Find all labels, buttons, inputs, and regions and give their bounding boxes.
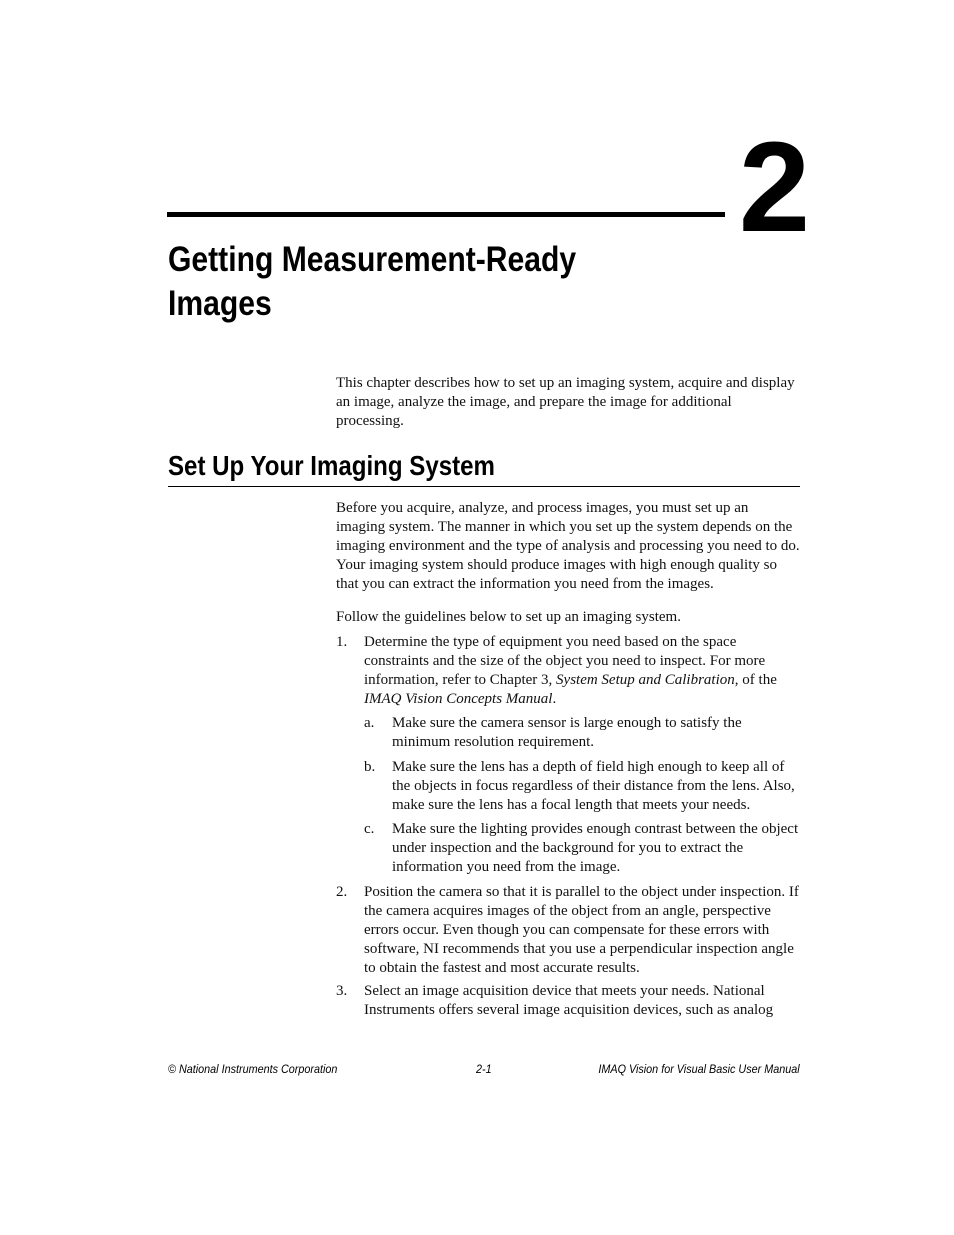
list-item-substep-a (364, 714, 800, 752)
list-item-text (364, 633, 800, 709)
step-1-reference-chapter: System Setup and Calibration (556, 672, 735, 688)
section-title: Set Up Your Imaging System (168, 450, 495, 481)
list-item-step-2 (336, 883, 800, 978)
list-marker: c. (364, 821, 375, 837)
list-item-step-3 (336, 982, 800, 1020)
list-marker: b. (364, 759, 376, 775)
section-paragraph-1: Before you acquire, analyze, and process images, you must set up an imaging system. The manner in which you set up the system depends on the imaging environment and the type of analysis and processing you need to do. Your imaging system should produce images with high enough quality so that you can extract the information you need from the images. (336, 500, 800, 592)
step-1-reference-manual: IMAQ Vision Concepts Manual (364, 691, 553, 707)
chapter-title-line2: Images (168, 284, 272, 323)
list-item-text: Make sure the camera sensor is large enough to satisfy the minimum resolution requirement. (392, 715, 742, 750)
substep-c-list (364, 820, 800, 877)
chapter-rule (167, 212, 725, 217)
list-marker: a. (364, 715, 375, 731)
list-marker: 1. (336, 634, 348, 650)
footer-page-number: 2-1 (476, 1062, 492, 1076)
substep-b-list (364, 758, 800, 815)
step-1-text-end: . (552, 691, 557, 707)
section-rule (168, 486, 800, 487)
steps-list-part3 (336, 982, 800, 1020)
list-item-substep-c (364, 820, 800, 877)
list-marker: 2. (336, 884, 348, 900)
chapter-number: 2 (738, 116, 806, 259)
chapter-title-line1: Getting Measurement-Ready (168, 240, 577, 279)
list-item-substep-b (364, 758, 800, 815)
steps-list-part2 (336, 883, 800, 978)
section-paragraph-2: Follow the guidelines below to set up an imaging system. (336, 609, 681, 625)
footer-manual-title: IMAQ Vision for Visual Basic User Manual (598, 1062, 800, 1076)
list-item-text: Make sure the lighting provides enough contrast between the object under inspection and the background for you to extract the information you need from the image. (392, 821, 799, 875)
substep-a-list (364, 714, 800, 752)
step-1-text-middle: , of the (734, 672, 777, 688)
footer-copyright: © National Instruments Corporation (168, 1062, 338, 1076)
chapter-title (168, 238, 576, 326)
list-item-text: Select an image acquisition device that meets your needs. National Instruments offers several image acquisition devices, such as analog (364, 983, 774, 1018)
list-item-text: Position the camera so that it is parallel to the object under inspection. If the camera acquires images of the object from an angle, perspective errors occur. Even though you can compensate for these errors with software, NI recommends that you use a perpendicular inspection angle to obtain the fastest and most accurate results. (364, 884, 799, 976)
list-item-text: Make sure the lens has a depth of field high enough to keep all of the objects in focus regardless of their distance from the lens. Also, make sure the lens has a focal length that meets your needs. (392, 759, 795, 813)
intro-paragraph: This chapter describes how to set up an imaging system, acquire and display an image, analyze the image, and prepare the image for additional processing. (336, 375, 795, 429)
step-1-text: Determine the type of equipment you need based on the space constraints and the size of the object you need to inspect. For more information, refer to Chapter 3, (364, 634, 766, 688)
steps-list-part1 (336, 633, 800, 709)
list-item-step-1 (336, 633, 800, 709)
list-marker: 3. (336, 983, 348, 999)
